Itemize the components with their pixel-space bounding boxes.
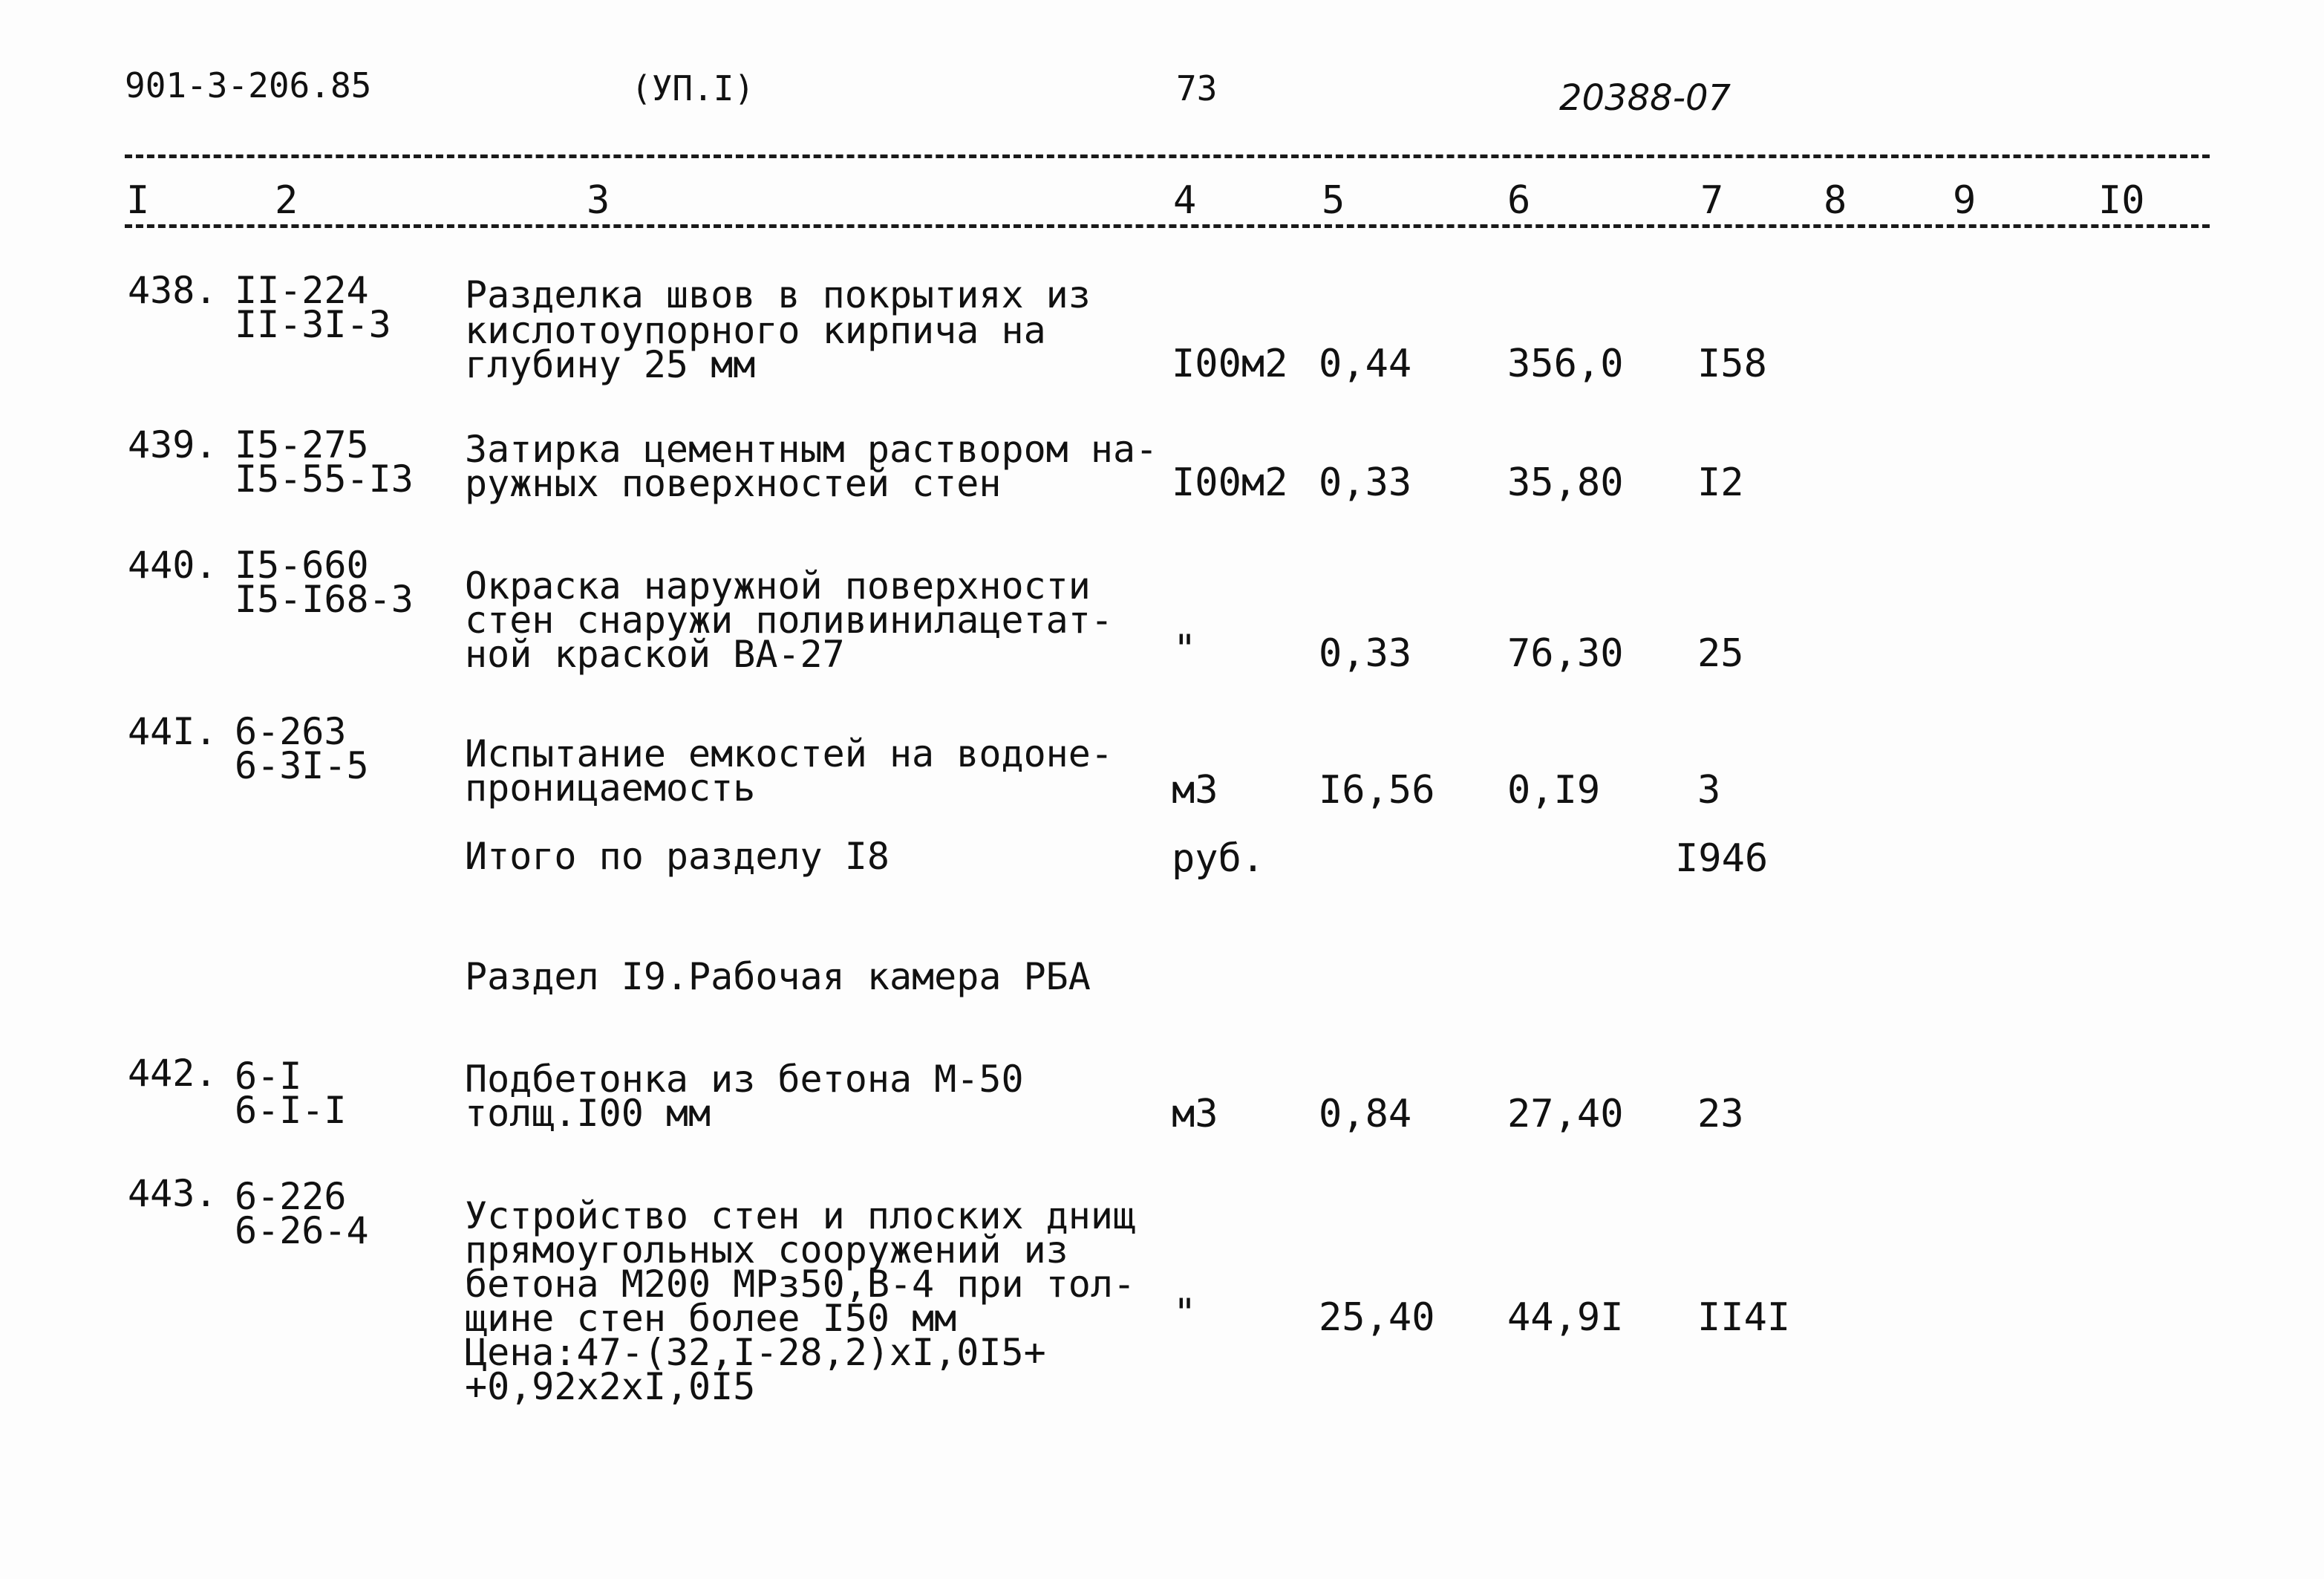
column-number: 8 [1824,178,1847,223]
quantity: 0,33 [1319,460,1412,505]
work-description: Затирка цементным раствором на- [465,428,1158,471]
work-description: щине стен более I50 мм [465,1297,957,1340]
header-rule-bottom [125,224,2210,228]
column-number: I0 [2098,178,2145,223]
norm-code: 6-I [235,1055,302,1098]
quantity: 0,33 [1319,631,1412,676]
work-description: стен снаружи поливинилацетат- [465,599,1113,642]
norm-code: 6-I-I [235,1089,347,1132]
work-description: проницаемость [465,766,756,810]
row-number: 440. [128,544,218,587]
unit: I00м2 [1172,342,1288,386]
row-number: 44I. [128,710,218,753]
work-description: Испытание емкостей на водоне- [465,732,1113,775]
column-number: 4 [1173,178,1197,223]
column-number: 9 [1953,178,1977,223]
work-description: ной краской ВА-27 [465,633,845,676]
work-description: бетона М200 МРз50,В-4 при тол- [465,1263,1136,1306]
norm-code: 6-263 [235,710,347,753]
norm-code: I5-55-I3 [235,458,414,501]
norm-code: II-3I-3 [235,303,391,346]
row-number: 438. [128,269,218,312]
page-number: 73 [1176,68,1218,108]
quantity: 0,84 [1319,1092,1412,1136]
unit: м3 [1172,768,1218,813]
norm-code: 6-26-4 [235,1209,369,1252]
unit-price: 356,0 [1507,342,1624,386]
quantity: 25,40 [1319,1295,1435,1340]
norm-code: I5-275 [235,423,369,466]
unit-price: 35,80 [1507,460,1624,505]
subtotal-unit: руб. [1172,836,1265,881]
column-number: 7 [1700,178,1724,223]
work-description: Цена:47-(32,I-28,2)хI,0I5+ [465,1331,1046,1374]
total-cost: 3 [1697,768,1721,813]
subtotal-total: I946 [1675,836,1769,881]
norm-code: II-224 [235,269,369,312]
archive-code: 20388-07 [1559,77,1731,119]
total-cost: II4I [1697,1295,1791,1340]
work-description: ружных поверхностей стен [465,462,1002,505]
unit: м3 [1172,1092,1218,1136]
row-number: 443. [128,1172,218,1215]
norm-code: 6-3I-5 [235,744,369,787]
unit: " [1173,1291,1197,1335]
quantity: I6,56 [1319,768,1435,813]
total-cost: I2 [1697,460,1744,505]
quantity: 0,44 [1319,342,1412,386]
column-number: 6 [1507,178,1531,223]
header-rule-top [125,154,2210,158]
norm-code: I5-I68-3 [235,578,414,621]
doc-code: 901-3-206.85 [125,65,372,105]
work-description: Окраска наружной поверхности [465,564,1091,608]
subtotal-label: Итого по разделу I8 [465,835,890,878]
total-cost: 23 [1697,1092,1744,1136]
section-title: Раздел I9.Рабочая камера РБА [465,955,1091,998]
row-number: 439. [128,423,218,466]
unit: I00м2 [1172,460,1288,505]
unit-price: 44,9I [1507,1295,1624,1340]
unit-price: 76,30 [1507,631,1624,676]
work-description: Подбетонка из бетона М-50 [465,1058,1024,1101]
total-cost: 25 [1697,631,1744,676]
unit-price: 27,40 [1507,1092,1624,1136]
unit: " [1173,627,1197,671]
work-description: прямоугольных сооружений из [465,1228,1068,1272]
column-number: 2 [275,178,298,223]
volume-label: (УП.I) [631,68,755,108]
column-number: 5 [1322,178,1345,223]
column-number: 3 [587,178,610,223]
work-description: глубину 25 мм [465,343,756,386]
norm-code: 6-226 [235,1175,347,1218]
work-description: толщ.I00 мм [465,1092,711,1135]
total-cost: I58 [1697,342,1767,386]
norm-code: I5-660 [235,544,369,587]
column-number: I [126,178,150,223]
work-description: +0,92х2хI,0I5 [465,1365,756,1408]
work-description: Устройство стен и плоских днищ [465,1194,1136,1237]
unit-price: 0,I9 [1507,768,1601,813]
row-number: 442. [128,1052,218,1095]
work-description: кислотоупорного кирпича на [465,309,1046,352]
work-description: Разделка швов в покрытиях из [465,273,1091,316]
